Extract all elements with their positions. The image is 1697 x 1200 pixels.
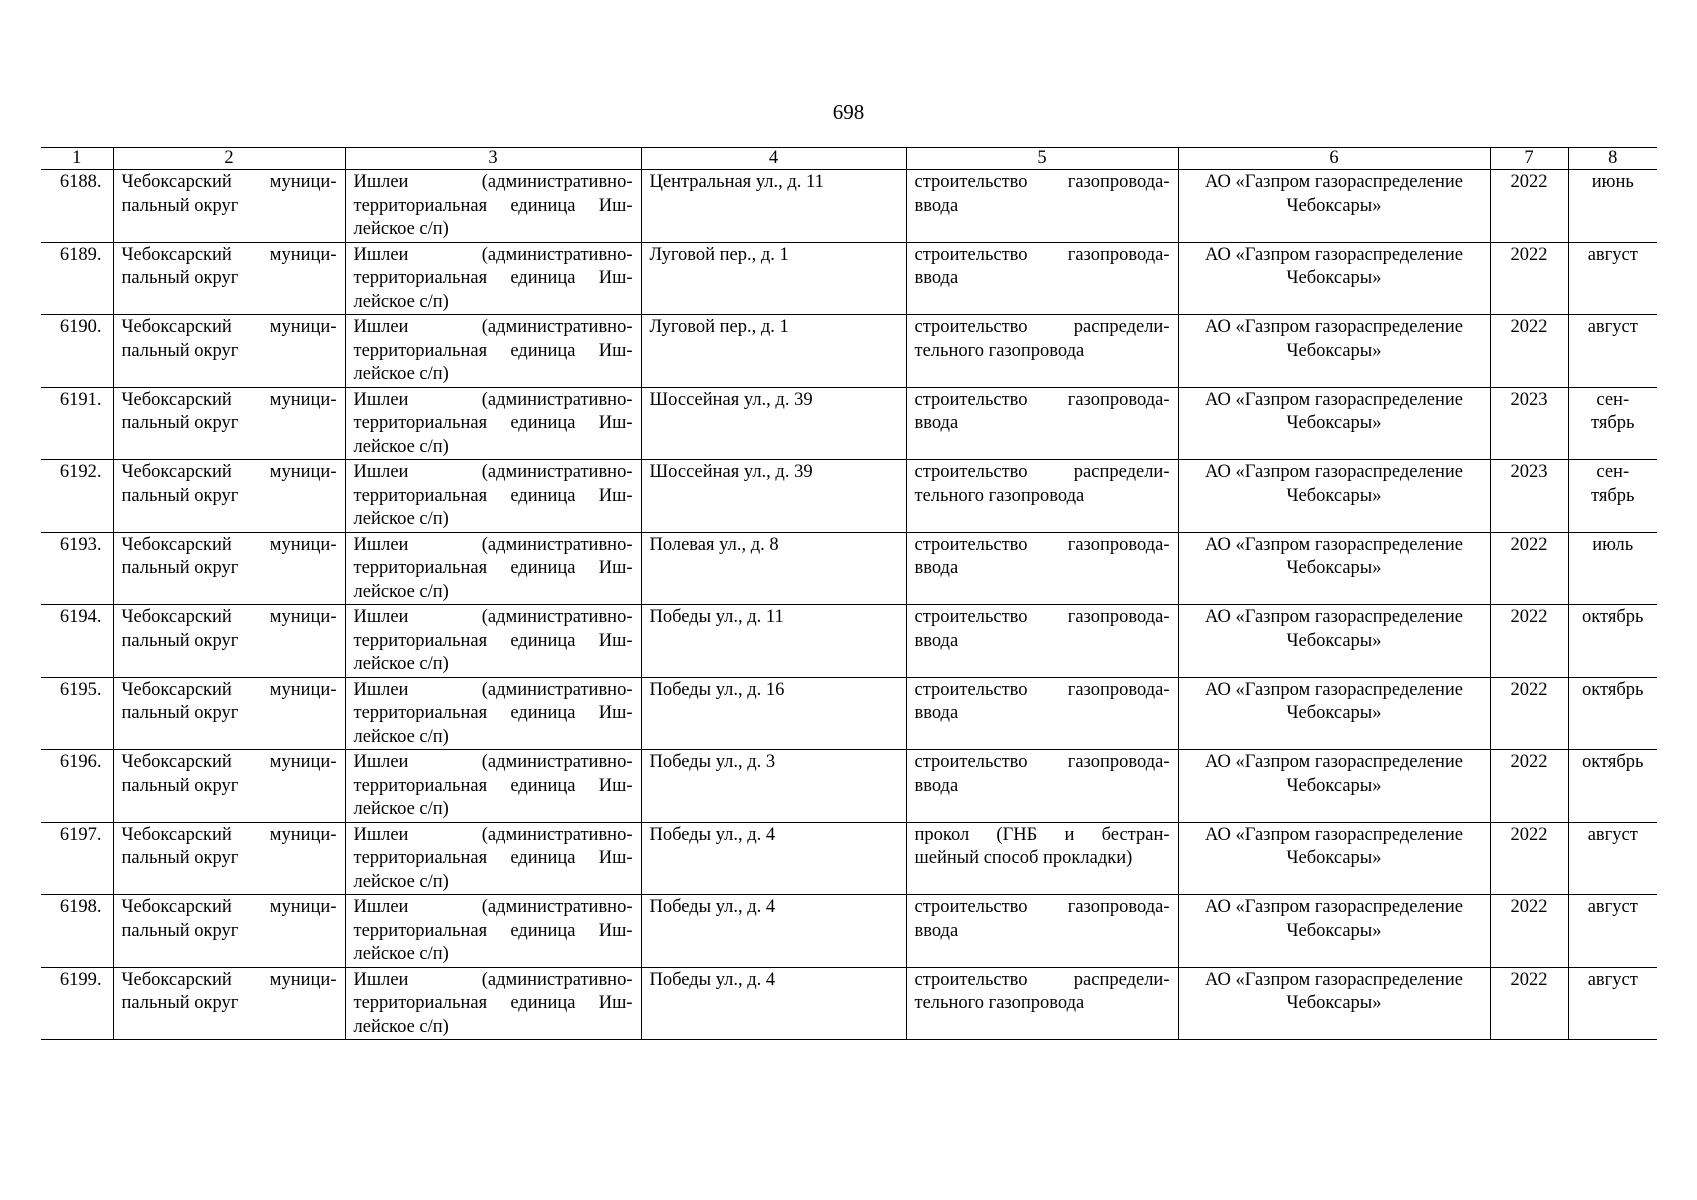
settlement-line: Ишлеи (административно- (353, 244, 633, 265)
page-number: 698 (832, 100, 865, 124)
organization-line: Чебоксары» (1286, 848, 1382, 868)
settlement-cell (345, 967, 641, 1040)
work-type-cell (906, 677, 1178, 750)
settlement-line: лейское с/п) (353, 726, 449, 747)
month-cell (1568, 315, 1657, 388)
settlement-line: Ишлеи (административно- (353, 462, 633, 482)
month-line: сен- (1596, 389, 1630, 410)
column-header-4: 4 (641, 148, 906, 170)
organization-cell (1178, 750, 1490, 823)
organization-line: Чебоксары» (1286, 630, 1382, 651)
settlement-line: Ишлеи (административно- (353, 389, 633, 410)
organization-cell (1178, 967, 1490, 1040)
month-cell (1568, 387, 1657, 460)
settlement-line: лейское с/п) (353, 364, 449, 384)
district-cell (113, 242, 345, 315)
month-line: тябрь (1591, 485, 1635, 506)
table-row (41, 677, 1657, 750)
district-line: пальный округ (121, 340, 239, 361)
address-cell: Победы ул., д. 4 (641, 895, 906, 968)
year-cell: 2022 (1490, 170, 1568, 243)
organization-cell (1178, 315, 1490, 388)
settlement-line: территориальная единица Иш- (353, 268, 633, 288)
settlement-cell (345, 170, 641, 243)
table-row (41, 387, 1657, 460)
month-line: октябрь (1582, 752, 1644, 772)
table-row (41, 967, 1657, 1040)
column-header-6: 6 (1178, 148, 1490, 170)
year-cell: 2022 (1490, 967, 1568, 1040)
district-line: Чебоксарский муници- (121, 752, 337, 772)
settlement-line: лейское с/п) (353, 581, 449, 602)
organization-line: АО «Газпром газораспределение (1205, 462, 1463, 482)
district-line: пальный округ (121, 268, 239, 288)
work-type-line: ввода (914, 920, 959, 941)
organization-line: Чебоксары» (1286, 268, 1382, 288)
settlement-line: Ишлеи (административно- (353, 824, 633, 845)
year-cell: 2022 (1490, 677, 1568, 750)
year-cell: 2022 (1490, 605, 1568, 678)
settlement-line: Ишлеи (административно- (353, 897, 633, 917)
address-cell: Полевая ул., д. 8 (641, 532, 906, 605)
work-type-cell (906, 532, 1178, 605)
data-table (41, 147, 1657, 1040)
district-line: пальный округ (121, 703, 239, 723)
organization-line: Чебоксары» (1286, 195, 1382, 216)
organization-line: Чебоксары» (1286, 485, 1382, 506)
settlement-line: территориальная единица Иш- (353, 195, 633, 216)
address-cell: Победы ул., д. 4 (641, 967, 906, 1040)
settlement-line: лейское с/п) (353, 654, 449, 674)
settlement-line: Ишлеи (административно- (353, 679, 633, 700)
district-cell (113, 532, 345, 605)
table-row (41, 822, 1657, 895)
column-header-5: 5 (906, 148, 1178, 170)
organization-line: АО «Газпром газораспределение (1205, 534, 1463, 555)
organization-cell (1178, 605, 1490, 678)
row-number: 6199. (41, 967, 113, 1040)
work-type-line: строительство газопровода- (914, 172, 1170, 192)
work-type-line: ввода (914, 558, 959, 578)
address-cell: Шоссейная ул., д. 39 (641, 387, 906, 460)
district-line: Чебоксарский муници- (121, 897, 337, 917)
row-number: 6192. (41, 460, 113, 533)
work-type-line: тельного газопровода (914, 485, 1085, 506)
address-cell: Победы ул., д. 16 (641, 677, 906, 750)
organization-line: Чебоксары» (1286, 413, 1382, 433)
organization-cell (1178, 170, 1490, 243)
settlement-cell (345, 822, 641, 895)
settlement-line: лейское с/п) (353, 509, 449, 529)
row-number: 6194. (41, 605, 113, 678)
table-row (41, 170, 1657, 243)
district-line: Чебоксарский муници- (121, 317, 337, 337)
organization-line: Чебоксары» (1286, 558, 1382, 578)
district-line: пальный округ (121, 413, 239, 433)
month-cell (1568, 750, 1657, 823)
organization-cell (1178, 242, 1490, 315)
work-type-line: строительство распредели- (914, 969, 1170, 990)
organization-line: АО «Газпром газораспределение (1205, 172, 1463, 192)
organization-line: АО «Газпром газораспределение (1205, 824, 1463, 845)
address-cell: Центральная ул., д. 11 (641, 170, 906, 243)
table-row (41, 605, 1657, 678)
district-line: Чебоксарский муници- (121, 534, 337, 555)
organization-cell (1178, 895, 1490, 968)
settlement-line: Ишлеи (административно- (353, 752, 633, 772)
district-line: пальный округ (121, 485, 239, 506)
table-row (41, 895, 1657, 968)
address-cell: Шоссейная ул., д. 39 (641, 460, 906, 533)
month-cell (1568, 895, 1657, 968)
district-line: пальный округ (121, 558, 239, 578)
organization-line: Чебоксары» (1286, 340, 1382, 361)
district-line: пальный округ (121, 993, 239, 1013)
work-type-line: строительство газопровода- (914, 679, 1170, 700)
district-cell (113, 460, 345, 533)
settlement-line: территориальная единица Иш- (353, 630, 633, 651)
work-type-line: строительство газопровода- (914, 389, 1170, 410)
settlement-cell (345, 460, 641, 533)
district-cell (113, 750, 345, 823)
district-cell (113, 315, 345, 388)
settlement-cell (345, 895, 641, 968)
month-line: тябрь (1591, 413, 1635, 433)
organization-cell (1178, 822, 1490, 895)
year-cell: 2022 (1490, 750, 1568, 823)
row-number: 6196. (41, 750, 113, 823)
column-header-3: 3 (345, 148, 641, 170)
work-type-cell (906, 822, 1178, 895)
work-type-line: ввода (914, 630, 959, 651)
year-cell: 2023 (1490, 460, 1568, 533)
settlement-line: Ишлеи (административно- (353, 172, 633, 192)
organization-line: Чебоксары» (1286, 775, 1382, 796)
settlement-cell (345, 387, 641, 460)
settlement-cell (345, 315, 641, 388)
row-number: 6193. (41, 532, 113, 605)
work-type-line: тельного газопровода (914, 993, 1085, 1013)
settlement-line: лейское с/п) (353, 436, 449, 457)
district-line: Чебоксарский муници- (121, 389, 337, 410)
work-type-line: строительство газопровода- (914, 534, 1170, 555)
settlement-line: Ишлеи (административно- (353, 607, 633, 627)
year-cell: 2022 (1490, 532, 1568, 605)
year-cell: 2023 (1490, 387, 1568, 460)
month-line: август (1587, 244, 1638, 265)
month-cell (1568, 532, 1657, 605)
month-line: октябрь (1582, 607, 1644, 627)
table-row (41, 315, 1657, 388)
district-cell (113, 605, 345, 678)
month-line: июнь (1591, 172, 1634, 192)
table-row (41, 750, 1657, 823)
year-cell: 2022 (1490, 822, 1568, 895)
organization-cell (1178, 532, 1490, 605)
settlement-line: лейское с/п) (353, 944, 449, 964)
organization-line: АО «Газпром газораспределение (1205, 752, 1463, 772)
settlement-line: территориальная единица Иш- (353, 485, 633, 506)
month-cell (1568, 677, 1657, 750)
settlement-cell (345, 532, 641, 605)
table-row (41, 460, 1657, 533)
district-cell (113, 387, 345, 460)
district-line: пальный округ (121, 848, 239, 868)
address-cell: Луговой пер., д. 1 (641, 315, 906, 388)
organization-line: АО «Газпром газораспределение (1205, 389, 1463, 410)
work-type-cell (906, 315, 1178, 388)
settlement-line: территориальная единица Иш- (353, 993, 633, 1013)
table-row (41, 242, 1657, 315)
month-line: сен- (1596, 462, 1630, 482)
organization-line: АО «Газпром газораспределение (1205, 679, 1463, 700)
column-header-7: 7 (1490, 148, 1568, 170)
year-cell: 2022 (1490, 242, 1568, 315)
district-line: Чебоксарский муници- (121, 679, 337, 700)
work-type-line: тельного газопровода (914, 340, 1085, 361)
organization-line: АО «Газпром газораспределение (1205, 897, 1463, 917)
work-type-line: строительство газопровода- (914, 244, 1170, 265)
settlement-line: лейское с/п) (353, 219, 449, 239)
settlement-line: Ишлеи (административно- (353, 534, 633, 555)
settlement-line: территориальная единица Иш- (353, 920, 633, 941)
district-line: пальный округ (121, 920, 239, 941)
settlement-line: территориальная единица Иш- (353, 775, 633, 796)
district-cell (113, 822, 345, 895)
settlement-line: лейское с/п) (353, 871, 449, 892)
month-cell (1568, 242, 1657, 315)
district-line: пальный округ (121, 775, 239, 796)
year-cell: 2022 (1490, 315, 1568, 388)
settlement-line: территориальная единица Иш- (353, 703, 633, 723)
work-type-line: строительство газопровода- (914, 752, 1170, 772)
settlement-line: территориальная единица Иш- (353, 558, 633, 578)
work-type-line: ввода (914, 703, 959, 723)
district-line: Чебоксарский муници- (121, 462, 337, 482)
month-line: август (1587, 824, 1638, 845)
district-cell (113, 170, 345, 243)
settlement-line: Ишлеи (административно- (353, 969, 633, 990)
organization-cell (1178, 677, 1490, 750)
month-line: июль (1592, 534, 1634, 555)
district-cell (113, 967, 345, 1040)
settlement-line: территориальная единица Иш- (353, 848, 633, 868)
district-cell (113, 677, 345, 750)
month-cell (1568, 967, 1657, 1040)
month-cell (1568, 605, 1657, 678)
settlement-line: лейское с/п) (353, 1016, 449, 1037)
organization-line: АО «Газпром газораспределение (1205, 969, 1463, 990)
work-type-line: строительство распредели- (914, 317, 1170, 337)
work-type-cell (906, 895, 1178, 968)
settlement-line: территориальная единица Иш- (353, 340, 633, 361)
settlement-cell (345, 242, 641, 315)
settlement-cell (345, 677, 641, 750)
settlement-line: лейское с/п) (353, 291, 449, 312)
district-line: Чебоксарский муници- (121, 969, 337, 990)
address-cell: Победы ул., д. 11 (641, 605, 906, 678)
row-number: 6190. (41, 315, 113, 388)
table-row (41, 532, 1657, 605)
district-line: Чебоксарский муници- (121, 172, 337, 192)
settlement-line: территориальная единица Иш- (353, 413, 633, 433)
settlement-line: лейское с/п) (353, 799, 449, 819)
organization-line: АО «Газпром газораспределение (1205, 317, 1463, 337)
district-line: пальный округ (121, 630, 239, 651)
year-cell: 2022 (1490, 895, 1568, 968)
district-line: пальный округ (121, 195, 239, 216)
month-line: октябрь (1582, 679, 1644, 700)
table-header-row (41, 148, 1657, 170)
work-type-line: ввода (914, 195, 959, 216)
district-line: Чебоксарский муници- (121, 824, 337, 845)
work-type-cell (906, 387, 1178, 460)
row-number: 6197. (41, 822, 113, 895)
address-cell: Луговой пер., д. 1 (641, 242, 906, 315)
row-number: 6189. (41, 242, 113, 315)
month-cell (1568, 460, 1657, 533)
row-number: 6195. (41, 677, 113, 750)
row-number: 6188. (41, 170, 113, 243)
district-cell (113, 895, 345, 968)
organization-cell (1178, 387, 1490, 460)
work-type-cell (906, 242, 1178, 315)
work-type-line: строительство распредели- (914, 462, 1170, 482)
work-type-cell (906, 605, 1178, 678)
settlement-cell (345, 605, 641, 678)
address-cell: Победы ул., д. 4 (641, 822, 906, 895)
settlement-line: Ишлеи (административно- (353, 317, 633, 337)
settlement-cell (345, 750, 641, 823)
organization-line: Чебоксары» (1286, 703, 1382, 723)
organization-cell (1178, 460, 1490, 533)
work-type-line: ввода (914, 775, 959, 796)
work-type-line: прокол (ГНБ и бестран- (914, 824, 1170, 845)
month-line: август (1587, 317, 1638, 337)
work-type-line: ввода (914, 413, 959, 433)
column-header-2: 2 (113, 148, 345, 170)
work-type-cell (906, 750, 1178, 823)
work-type-cell (906, 170, 1178, 243)
work-type-cell (906, 460, 1178, 533)
month-line: август (1587, 897, 1638, 917)
work-type-line: ввода (914, 268, 959, 288)
district-line: Чебоксарский муници- (121, 244, 337, 265)
row-number: 6191. (41, 387, 113, 460)
column-header-1: 1 (41, 148, 113, 170)
district-line: Чебоксарский муници- (121, 607, 337, 627)
work-type-line: шейный способ прокладки) (914, 848, 1133, 868)
organization-line: АО «Газпром газораспределение (1205, 607, 1463, 627)
work-type-cell (906, 967, 1178, 1040)
address-cell: Победы ул., д. 3 (641, 750, 906, 823)
column-header-8: 8 (1568, 148, 1657, 170)
work-type-line: строительство газопровода- (914, 897, 1170, 917)
organization-line: Чебоксары» (1286, 920, 1382, 941)
month-cell (1568, 170, 1657, 243)
month-cell (1568, 822, 1657, 895)
organization-line: АО «Газпром газораспределение (1205, 244, 1463, 265)
month-line: август (1587, 969, 1638, 990)
work-type-line: строительство газопровода- (914, 607, 1170, 627)
organization-line: Чебоксары» (1286, 993, 1382, 1013)
row-number: 6198. (41, 895, 113, 968)
